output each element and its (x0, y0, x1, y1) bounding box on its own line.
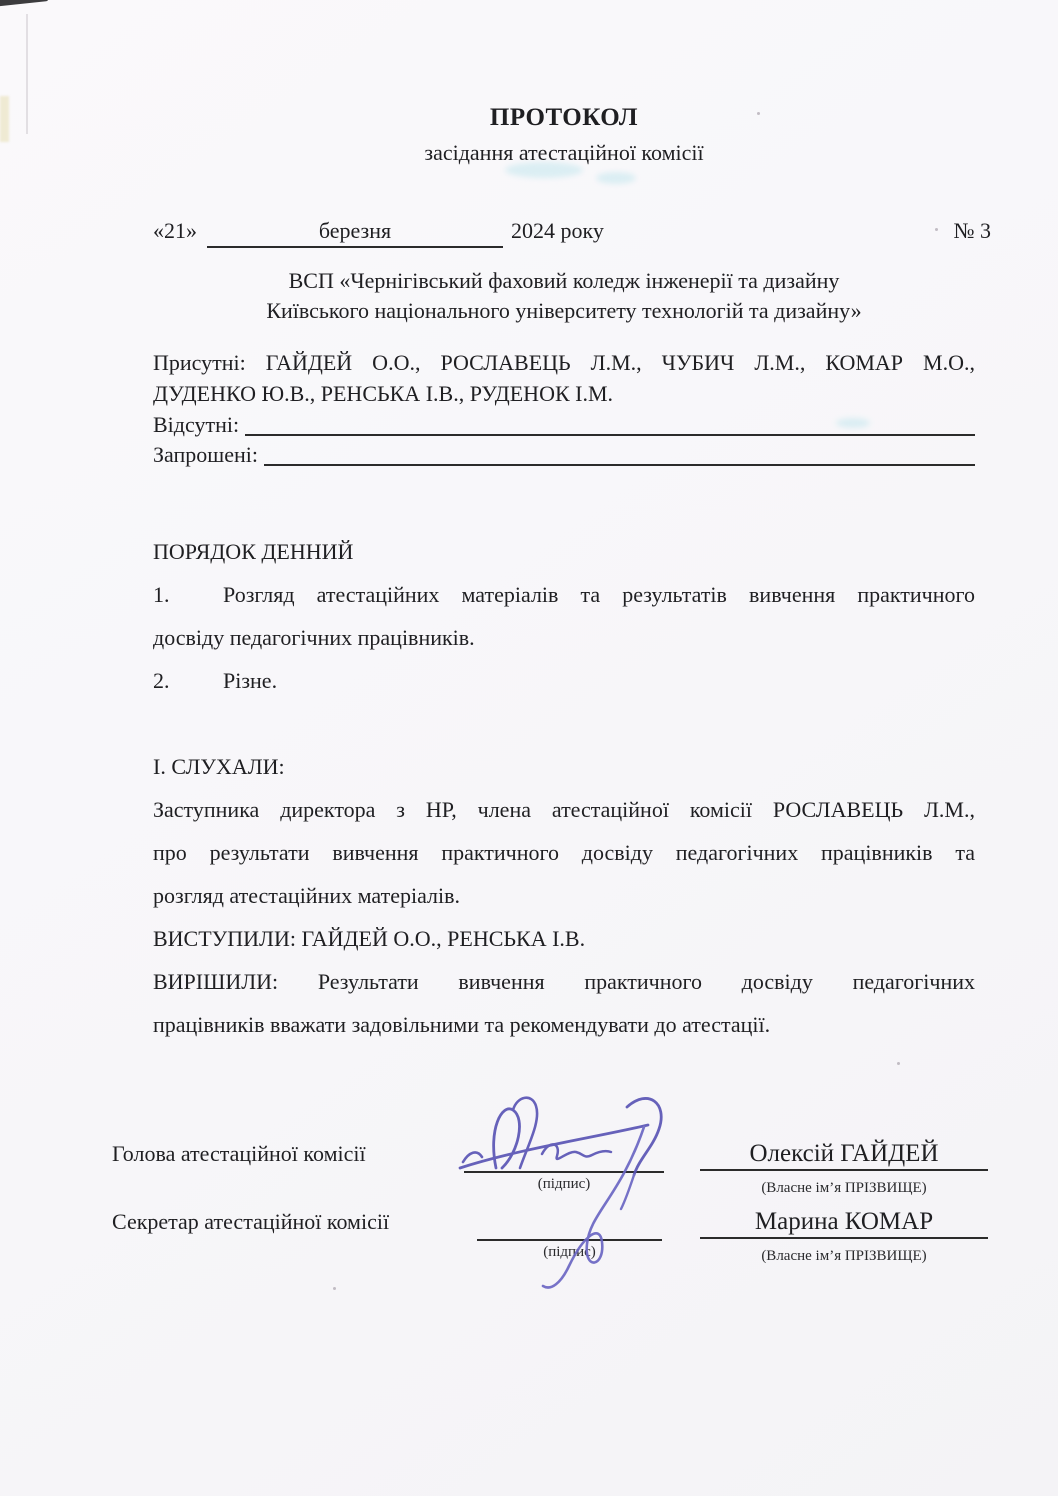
invited-blank-line (264, 440, 975, 466)
absent-row (153, 410, 975, 440)
org-line-2: Київського національного університету технологій та дизайну» (266, 298, 862, 323)
spoke-line: ВИСТУПИЛИ: ГАЙДЕЙ О.О., РЕНСЬКА І.В. (153, 926, 586, 951)
heard-line-2: про результати вивчення практичного досвіду педагогічних працівників та (153, 840, 975, 865)
present-line-1: Присутні: ГАЙДЕЙ О.О., РОСЛАВЕЦЬ Л.М., ЧУБИЧ Л.М., КОМАР М.О., (153, 350, 975, 375)
date-year: 2024 року (511, 218, 604, 243)
decided-line-1: ВИРІШИЛИ: Результати вивчення практичного досвіду педагогічних (153, 969, 975, 994)
date-day: «21» (153, 218, 197, 243)
agenda-item-1-line-2: досвіду педагогічних працівників. (153, 625, 475, 650)
present-line-2: ДУДЕНКО Ю.В., РЕНСЬКА І.В., РУДЕНОК І.М. (153, 381, 614, 406)
date-month-underline (207, 216, 503, 248)
scan-corner-artifact (0, 0, 48, 7)
invited-row (153, 440, 975, 470)
signature-name-secretary: Марина КОМАР (700, 1208, 988, 1239)
org-line-1: ВСП «Чернігівський фаховий коледж інженерії та дизайну (288, 268, 840, 293)
signature-name-head: Олексій ГАЙДЕЙ (700, 1140, 988, 1171)
agenda-heading: ПОРЯДОК ДЕННИЙ (153, 539, 354, 564)
doc-subtitle: засідання атестаційної комісії (424, 140, 704, 165)
absent-blank-line (245, 410, 975, 436)
signature-name-caption-secretary: (Власне ім’я ПРІЗВИЩЕ) (761, 1248, 927, 1264)
date-line (153, 216, 991, 248)
agenda-item-2-number: 2. (153, 668, 170, 693)
signature-ink (438, 1083, 700, 1305)
scan-edge-stain (0, 96, 9, 142)
doc-number: № 3 (953, 218, 991, 243)
agenda-item-2 (153, 666, 975, 696)
heard-line-1: Заступника директора з НР, члена атестаційної комісії РОСЛАВЕЦЬ Л.М., (153, 797, 975, 822)
doc-title: ПРОТОКОЛ (489, 104, 639, 131)
scan-crease (26, 14, 28, 134)
invited-label: Запрошені: (153, 442, 258, 467)
date-month: березня (318, 218, 392, 243)
decided-line-2: працівників вважати задовільними та рекомендувати до атестації. (153, 1012, 771, 1037)
agenda-item-1-line-1 (153, 580, 975, 610)
heard-heading: І. СЛУХАЛИ: (153, 754, 285, 779)
signature-caption-secretary: (підпис) (543, 1244, 596, 1260)
agenda-item-1-number: 1. (153, 582, 170, 607)
signature-caption-head: (підпис) (537, 1176, 591, 1192)
signature-role-secretary: Секретар атестаційної комісії (112, 1209, 390, 1234)
absent-label: Відсутні: (153, 412, 240, 437)
signature-role-head: Голова атестаційної комісії (112, 1141, 366, 1166)
signature-name-caption-head: (Власне ім’я ПРІЗВИЩЕ) (761, 1180, 927, 1196)
heard-line-3: розгляд атестаційних матеріалів. (153, 883, 461, 908)
agenda-item-2-text: Різне. (223, 668, 278, 693)
agenda-item-1-text: Розгляд атестаційних матеріалів та результатів вивчення практичного (223, 582, 975, 607)
